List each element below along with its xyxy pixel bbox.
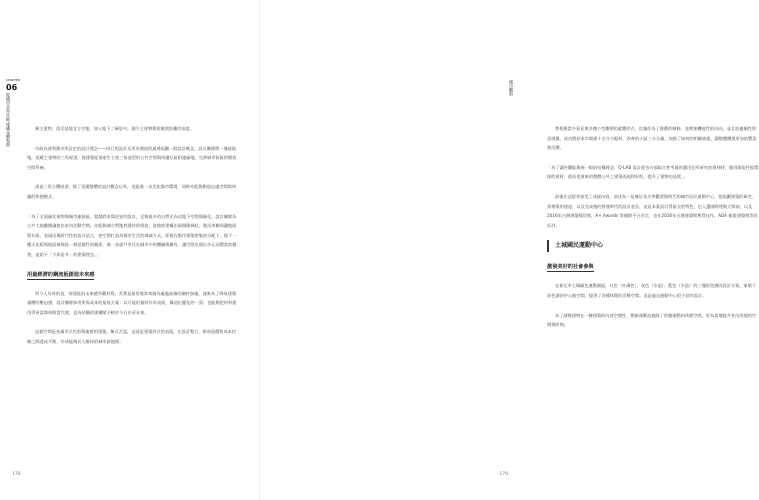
body-paragraph: 市政為便利舊巿所設定的設計理念——同行的設計及更為開放的通透規劃一般設計概念，設計團隊將一塊基地塊，延緩主建物的三角屋頂，從建築屋頂產生七座三角造型的公共空間與周邊社區相連綠地，完善城市街區的開放空間系統。 — [27, 145, 237, 170]
body-paragraph: 該是三角立體屋頂，除了延續整體的設計概念以外，也能進一步美化都市環境，同時亦能夠創造這處空間與周邊的休憩模式。 — [27, 184, 237, 199]
section-box-heading: 土城國民運動中心 — [547, 240, 759, 252]
page-number: 179 — [499, 472, 508, 477]
chapter-kicker: CHAPTER — [6, 78, 21, 82]
quote-paragraph: 「為了讓外觀能夠展一般的結構理念，Q-LAB 設計從各方面綜合性考量的選用在所研究的建材時，使用節能性能環保的建材，從而促進來的整體公共之建築表現和好的，提升了建物的品質。」 — [547, 164, 759, 180]
running-head-right: 城市觀察 — [509, 80, 514, 96]
right-page — [260, 0, 759, 500]
right-text-column — [547, 124, 759, 340]
body-paragraph: 最後在這般更加美了成就內容，前述為一是廣泛各式參觀要與時代的城市居民運動中心，從規劃建築的研究、到建築的建造，以及完成後的營運時代的設計並存，這是本案設計得最全的特色，也入選國際建築大獎項，以及2016年台灣建築獎得獎，A+ Awards 等國際平台肯定，也在2016年台灣建築獎奪得佳作，ADA 新銳建築獎等的好評。 — [547, 193, 758, 228]
section-heading: 激發美好的社會參與 — [547, 264, 594, 271]
page-number: 178 — [12, 472, 21, 477]
body-paragraph: 所今人好奇的是，探達能的未來感外觀材質，其實是最常被拿來做為處處高雅的鋼材加處，淺來為了降低建築量體的壓迫感，設計團隊採用所需成本的最低方案：以可能的量材作為表面，構造出變化的一面，也能夠把材料運用得更富節奏與當代感，也為結構的建構賦予較於今日出更未來。 — [27, 290, 237, 315]
chapter-number: 06 — [6, 83, 18, 92]
body-paragraph: 為了減慢建物在一棟建築的內部空間性，創新運動設施除了供應運動的休閒空間，更為當地提升室內用地的空間與時間。 — [547, 312, 757, 328]
body-paragraph: 在新北市土城綠色運動園區，紅色（紅磚色）、灰色（水泥）、藍色（水池）的三塊彩色調的設計方案，象徵不同色調的中心點空間，提供了各種休閒的活動空間。這是過去運動中心很少見的設計。 — [547, 283, 757, 298]
body-paragraph: 層主建物，落至基地北方空地，加入地下二層思中，減少主建物與街廓間距離的高度。 — [35, 126, 195, 131]
section-heading: 用最經濟的鋼流板創造未來感 — [27, 271, 95, 278]
chapter-side-tab — [6, 78, 21, 147]
left-text-column — [27, 124, 239, 357]
left-page — [0, 0, 260, 500]
running-head: 從城市走向社區‧建構永續家園 — [6, 93, 11, 147]
quote-paragraph: 「為了全面綠化建物與城市連接區，超越底本與治安的設計，足夠最多的自然光為這地下空間與綠化，設計團隊為公共大地騰挪讓渡出室內活動空間，亦能夠減少對地底建材的排放，從地底建構出兩個階梯狀，進而串聯周邊地面與社區，表現出與時代性的設計語言，把空間打造為都市生活的場域方式，即使在都市建築密集的分配下，地下一樓天花板與地面層保持一個延續性的關係，進一步提升市民在城市中的體驗與擁有，讓空間呈現出多元而豐富的樣貌，並給予「少即是多」的建築理念。」 — [27, 213, 237, 257]
body-paragraph: 這個空間是充滿形式色彩與地標的建築，無可否認，這就是建築形式的表現，在設計整合、節省造價和成本控制之間達成平衡，形成能夠長久維持的城市新地標。 — [27, 329, 237, 344]
body-paragraph: 替相應當多看見與多種小型雕塑的素體形式，也讓作為了推薦的線條，並增加機能性的內向，並且收連續性寫意感風，成功將原本市場建十全分分配料，改善的小區三分分鐘，加強了如何的相關商業，讓整體體現更加的豐富和活躍。 — [547, 126, 757, 151]
